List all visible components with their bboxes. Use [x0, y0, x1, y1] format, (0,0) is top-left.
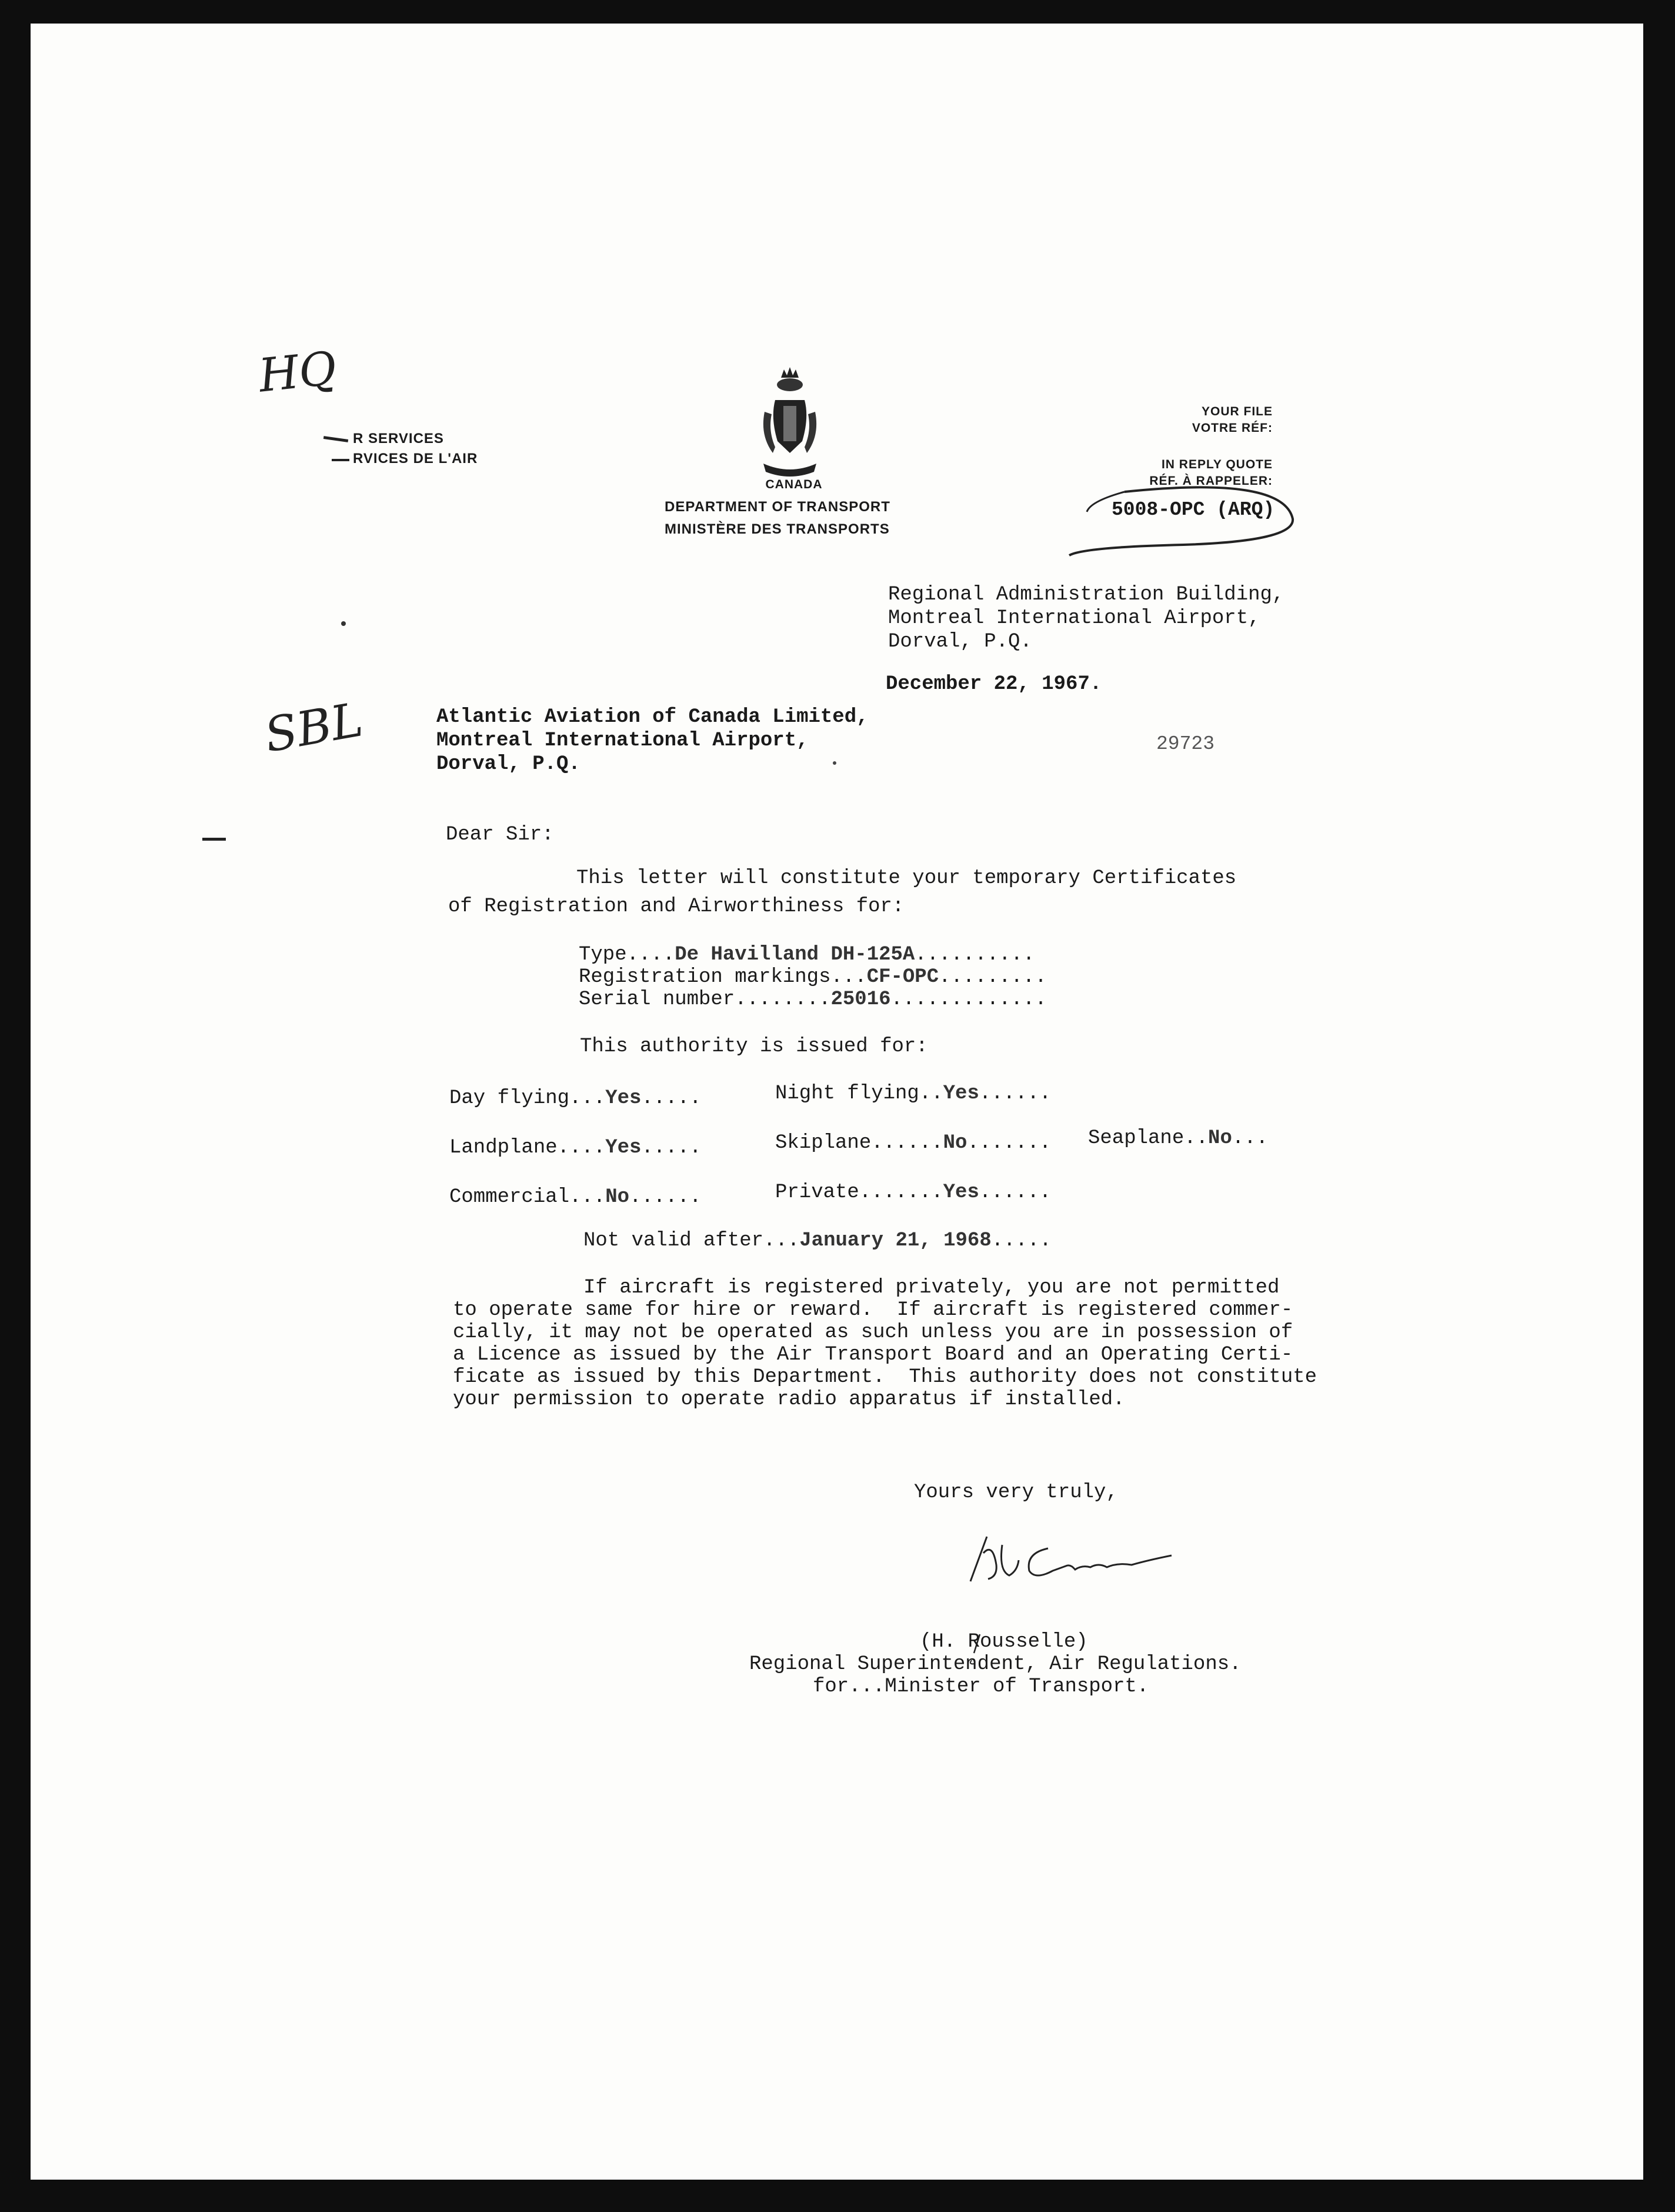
validity-row	[583, 1230, 1052, 1252]
ministry-name-fr: MINISTÈRE DES TRANSPORTS	[665, 521, 890, 537]
landplane-label: Landplane....	[449, 1137, 606, 1159]
private-label: Private.......	[775, 1181, 943, 1204]
night-flying-label: Night flying..	[775, 1082, 943, 1105]
body-paragraph-line: If aircraft is registered privately, you are not permitted	[583, 1277, 1280, 1299]
seaplane-value: No	[1208, 1127, 1232, 1150]
registration-markings-row	[579, 966, 1047, 988]
aircraft-type-dots: ..........	[915, 944, 1035, 966]
private-field: Private.......Yes......	[775, 1181, 1052, 1204]
validity-label: Not valid after...	[583, 1230, 800, 1252]
reply-quote-label-fr: RÉF. À RAPPELER:	[1149, 474, 1273, 488]
signatory-name: (H. Rousselle)	[920, 1631, 1088, 1653]
dept-name-en: R SERVICES	[353, 431, 444, 447]
commercial-field: Commercial...No......	[449, 1186, 702, 1208]
intro-line: This letter will constitute your temporary Certificates	[576, 867, 1237, 890]
salutation: Dear Sir:	[446, 824, 554, 846]
sender-address-line: Regional Administration Building,	[888, 584, 1284, 606]
seaplane-field: Seaplane..No...	[1088, 1127, 1269, 1150]
authority-intro: This authority is issued for:	[580, 1035, 928, 1058]
serial-number-label: Serial number........	[579, 988, 831, 1011]
your-file-label-en: YOUR FILE	[1201, 405, 1273, 418]
file-reference: 5008-OPC (ARQ)	[1112, 499, 1275, 521]
private-value: Yes	[943, 1181, 979, 1204]
intro-line: of Registration and Airworthiness for:	[448, 895, 905, 918]
received-stamp-number: 29723	[1156, 733, 1215, 755]
body-paragraph-line: ficate as issued by this Department. This authority does not constitute	[453, 1366, 1317, 1388]
reply-quote-label-en: IN REPLY QUOTE	[1161, 458, 1273, 471]
serial-number-row	[579, 988, 1047, 1011]
commercial-label: Commercial...	[449, 1186, 606, 1208]
aircraft-type-value: De Havilland DH-125A	[675, 944, 915, 966]
registration-markings-label: Registration markings...	[579, 966, 867, 988]
body-paragraph-line: a Licence as issued by the Air Transport Board and an Operating Certi-	[453, 1344, 1293, 1366]
aircraft-type-row	[579, 944, 1035, 966]
registration-markings-dots: .........	[939, 966, 1047, 988]
redaction-mark	[323, 436, 348, 442]
margin-mark	[202, 838, 226, 841]
your-file-label-fr: VOTRE RÉF:	[1192, 421, 1273, 435]
serial-number-value: 25016	[830, 988, 891, 1011]
skiplane-field: Skiplane......No.......	[775, 1132, 1052, 1154]
closing: Yours very truly,	[914, 1481, 1118, 1504]
redaction-mark	[332, 459, 349, 461]
serial-number-dots: .............	[890, 988, 1047, 1011]
recipient-line: Dorval, P.Q.	[436, 753, 580, 775]
body-paragraph-line: your permission to operate radio apparatus if installed.	[453, 1388, 1125, 1411]
dept-name-fr: RVICES DE L'AIR	[353, 451, 478, 467]
skiplane-label: Skiplane......	[775, 1132, 943, 1154]
sender-address-line: Montreal International Airport,	[888, 607, 1260, 629]
landplane-value: Yes	[605, 1137, 642, 1159]
body-paragraph-line: to operate same for hire or reward. If aircraft is registered commer-	[453, 1299, 1293, 1321]
aircraft-type-label: Type....	[579, 944, 675, 966]
ministry-name-en: DEPARTMENT OF TRANSPORT	[665, 499, 890, 515]
reference-circle-annotation	[1036, 478, 1313, 560]
recipient-line: Montreal International Airport,	[436, 729, 809, 752]
signatory-title: Regional Superintendent, Air Regulations.	[749, 1653, 1242, 1675]
skiplane-value: No	[943, 1132, 967, 1154]
scan-speck	[341, 621, 346, 626]
handwritten-initials: SBL	[261, 692, 367, 763]
validity-dots: .....	[991, 1230, 1052, 1252]
day-flying-field: Day flying...Yes.....	[449, 1087, 702, 1110]
seaplane-label: Seaplane..	[1088, 1127, 1209, 1150]
landplane-field: Landplane....Yes.....	[449, 1137, 702, 1159]
letter-page	[31, 24, 1643, 2180]
handwritten-hq-note: HQ	[256, 342, 339, 403]
letter-date: December 22, 1967.	[886, 673, 1102, 695]
coat-of-arms-icon	[758, 365, 822, 494]
night-flying-value: Yes	[943, 1082, 979, 1105]
day-flying-label: Day flying...	[449, 1087, 606, 1110]
sender-address-line: Dorval, P.Q.	[888, 631, 1032, 653]
night-flying-field: Night flying..Yes......	[775, 1082, 1052, 1105]
recipient-line: Atlantic Aviation of Canada Limited,	[436, 706, 869, 728]
validity-date: January 21, 1968	[799, 1230, 992, 1252]
commercial-value: No	[605, 1186, 630, 1208]
scan-speck	[833, 761, 836, 765]
country-name: CANADA	[765, 478, 823, 491]
signatory-for-line: for...Minister of Transport.	[813, 1675, 1149, 1698]
day-flying-value: Yes	[605, 1087, 642, 1110]
registration-markings-value: CF-OPC	[866, 966, 939, 988]
body-paragraph-line: cially, it may not be operated as such unless you are in possession of	[453, 1321, 1293, 1344]
